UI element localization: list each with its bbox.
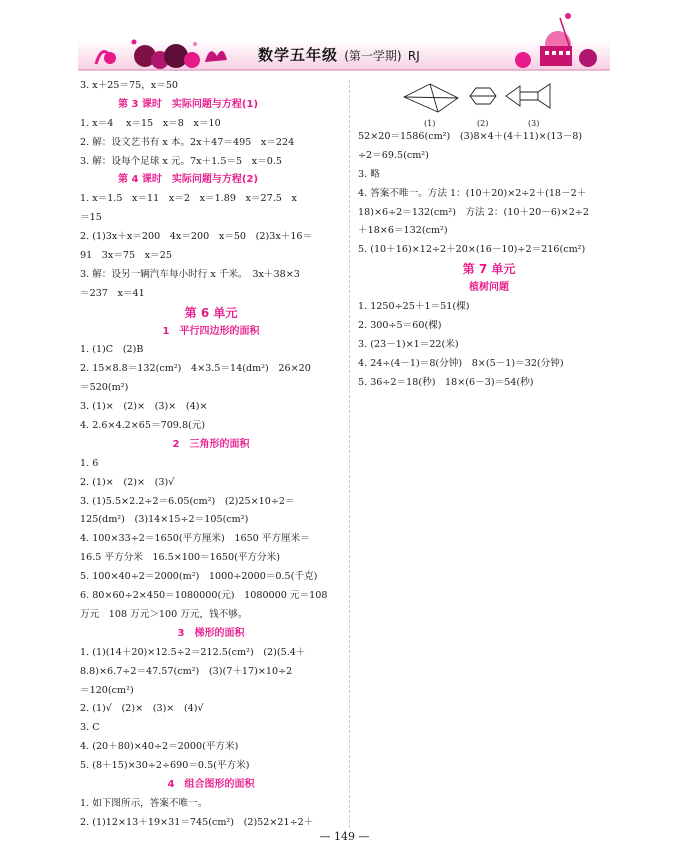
- header-banner-art: [0, 0, 689, 78]
- page-header: [0, 0, 689, 78]
- figure-1-shape: [404, 84, 458, 112]
- answer-line: 3. 解：设另一辆汽车每小时行 x 千米。 3x＋38×3: [80, 268, 300, 280]
- answer-line: 1. x＝1.5 x＝11 x＝2 x＝1.89 x＝27.5 x: [80, 193, 297, 205]
- figure-2-shape: [470, 88, 496, 104]
- answer-line: 4. 24÷(4－1)＝8(分钟) 8×(5－1)＝32(分钟): [358, 357, 564, 369]
- answer-line: 5. 100×40÷2＝2000(m²) 1000÷2000＝0.5(千克): [80, 571, 318, 583]
- answer-line: 3. (1)5.5×2.2÷2＝6.05(cm²) (2)25×10÷2＝: [80, 495, 295, 507]
- answer-line: 4. 100×33÷2＝1650(平方厘米) 1650 平方厘米＝: [80, 533, 310, 545]
- answer-line: 125(dm²) (3)14×15÷2＝105(cm²): [80, 514, 249, 526]
- answer-line: ＝520(m²): [80, 382, 129, 394]
- book-title-main: 数学五年级: [258, 46, 339, 64]
- answer-line: ＝237 x＝41: [80, 287, 145, 299]
- composite-shapes-diagram: [398, 80, 568, 130]
- lesson-heading: 3 梯形的面积: [177, 627, 245, 639]
- book-title: [258, 44, 420, 65]
- column-divider: [349, 80, 350, 828]
- answer-line: 1. 1250÷25＋1＝51(棵): [358, 301, 470, 313]
- answer-line: 2. (1)12×13＋19×31＝745(cm²) (2)52×21÷2＋: [80, 816, 314, 828]
- answer-line: 5. (8＋15)×30÷2÷690＝0.5(平方米): [80, 760, 250, 772]
- answer-line: 3. x＋25＝75，x＝50: [80, 80, 179, 91]
- book-title-term: (第一学期): [344, 49, 402, 63]
- answer-line: 4. 答案不唯一。方法 1：(10＋20)×2÷2＋(18－2＋: [358, 187, 587, 199]
- answer-line: 2. 解：设文艺书有 x 本。2x＋47＝495 x＝224: [80, 136, 295, 148]
- answer-line: ＝120(cm²): [80, 684, 134, 696]
- figure-label-3: (3): [528, 119, 540, 128]
- answer-line: 1. (1)C (2)B: [80, 344, 144, 356]
- lesson-heading: 第 4 课时 实际问题与方程(2): [118, 174, 259, 186]
- answer-line: 3. (23－1)×1＝22(米): [358, 338, 459, 350]
- answer-line: 1. x＝4 x＝15 x＝8 x＝10: [80, 117, 221, 129]
- answer-line: 3. 解：设每个足球 x 元。7x＋1.5＝5 x＝0.5: [80, 155, 282, 167]
- answer-line: 52×20＝1586(cm²) (3)8×4＋(4＋11)×(13－8): [358, 131, 583, 142]
- lesson-heading: 4 组合图形的面积: [167, 778, 255, 790]
- answer-line: 1. (1)(14＋20)×12.5÷2＝212.5(cm²) (2)(5.4＋: [80, 646, 306, 658]
- answer-column-left: [80, 77, 342, 833]
- answer-line: 18)×6÷2＝132(cm²) 方法 2：(10＋20－6)×2÷2: [358, 206, 589, 218]
- answer-line: 2. (1)× (2)× (3)√: [80, 476, 175, 488]
- answer-line: 3. 略: [358, 168, 380, 180]
- answer-line: 5. (10＋16)×12÷2＋20×(16－10)÷2＝216(cm²): [358, 244, 586, 256]
- answer-line: 5. 36÷2＝18(秒) 18×(6－3)＝54(秒): [358, 376, 534, 388]
- answer-line: 2. 300÷5＝60(棵): [358, 319, 442, 331]
- lesson-heading: 2 三角形的面积: [172, 438, 250, 450]
- answer-column-right: [358, 128, 620, 392]
- answer-line: ＝15: [80, 212, 102, 224]
- composite-figures: [398, 80, 568, 130]
- figure-label-2: (2): [477, 119, 489, 128]
- answer-line: 3. C: [80, 722, 100, 734]
- answer-line: 1. 6: [80, 457, 99, 469]
- answer-line: 4. (20＋80)×40÷2＝2000(平方米): [80, 741, 239, 753]
- answer-line: 2. 15×8.8＝132(cm²) 4×3.5＝14(dm²) 26×20: [80, 363, 311, 375]
- answer-line: 8.8)×6.7÷2＝47.57(cm²) (3)(7＋17)×10÷2: [80, 665, 293, 677]
- answer-line: 2. (1)√ (2)× (3)× (4)√: [80, 703, 204, 715]
- figure-label-1: (1): [424, 119, 436, 128]
- page-number: — 149 —: [319, 830, 370, 843]
- answer-line: 4. 2.6×4.2×65＝709.8(元): [80, 420, 206, 432]
- unit-heading: 第 7 单元: [462, 262, 516, 277]
- answer-line: 91 3x＝75 x＝25: [80, 250, 172, 262]
- unit-heading: 第 6 单元: [184, 305, 238, 320]
- answer-line: 3. (1)× (2)× (3)× (4)×: [80, 401, 208, 413]
- answer-line: 万元 108 万元＞100 万元，钱不够。: [80, 608, 248, 620]
- figure-3-shape: [506, 84, 550, 108]
- answer-line: ＋18×6＝132(cm²): [358, 225, 448, 237]
- answer-line: 16.5 平方分米 16.5×100＝1650(平方分米): [80, 552, 280, 564]
- lesson-heading: 第 3 课时 实际问题与方程(1): [118, 98, 259, 110]
- answer-line: ÷2＝69.5(cm²): [358, 149, 429, 161]
- book-title-edition: RJ: [407, 49, 420, 63]
- answer-line: 6. 80×60÷2×450＝1080000(元) 1080000 元＝108: [80, 590, 328, 602]
- lesson-heading: 植树问题: [469, 282, 509, 294]
- answer-line: 2. (1)3x＋x＝200 4x＝200 x＝50 (2)3x＋16＝: [80, 231, 313, 243]
- answer-line: 1. 如下图所示，答案不唯一。: [80, 797, 208, 809]
- lesson-heading: 1 平行四边形的面积: [162, 325, 260, 337]
